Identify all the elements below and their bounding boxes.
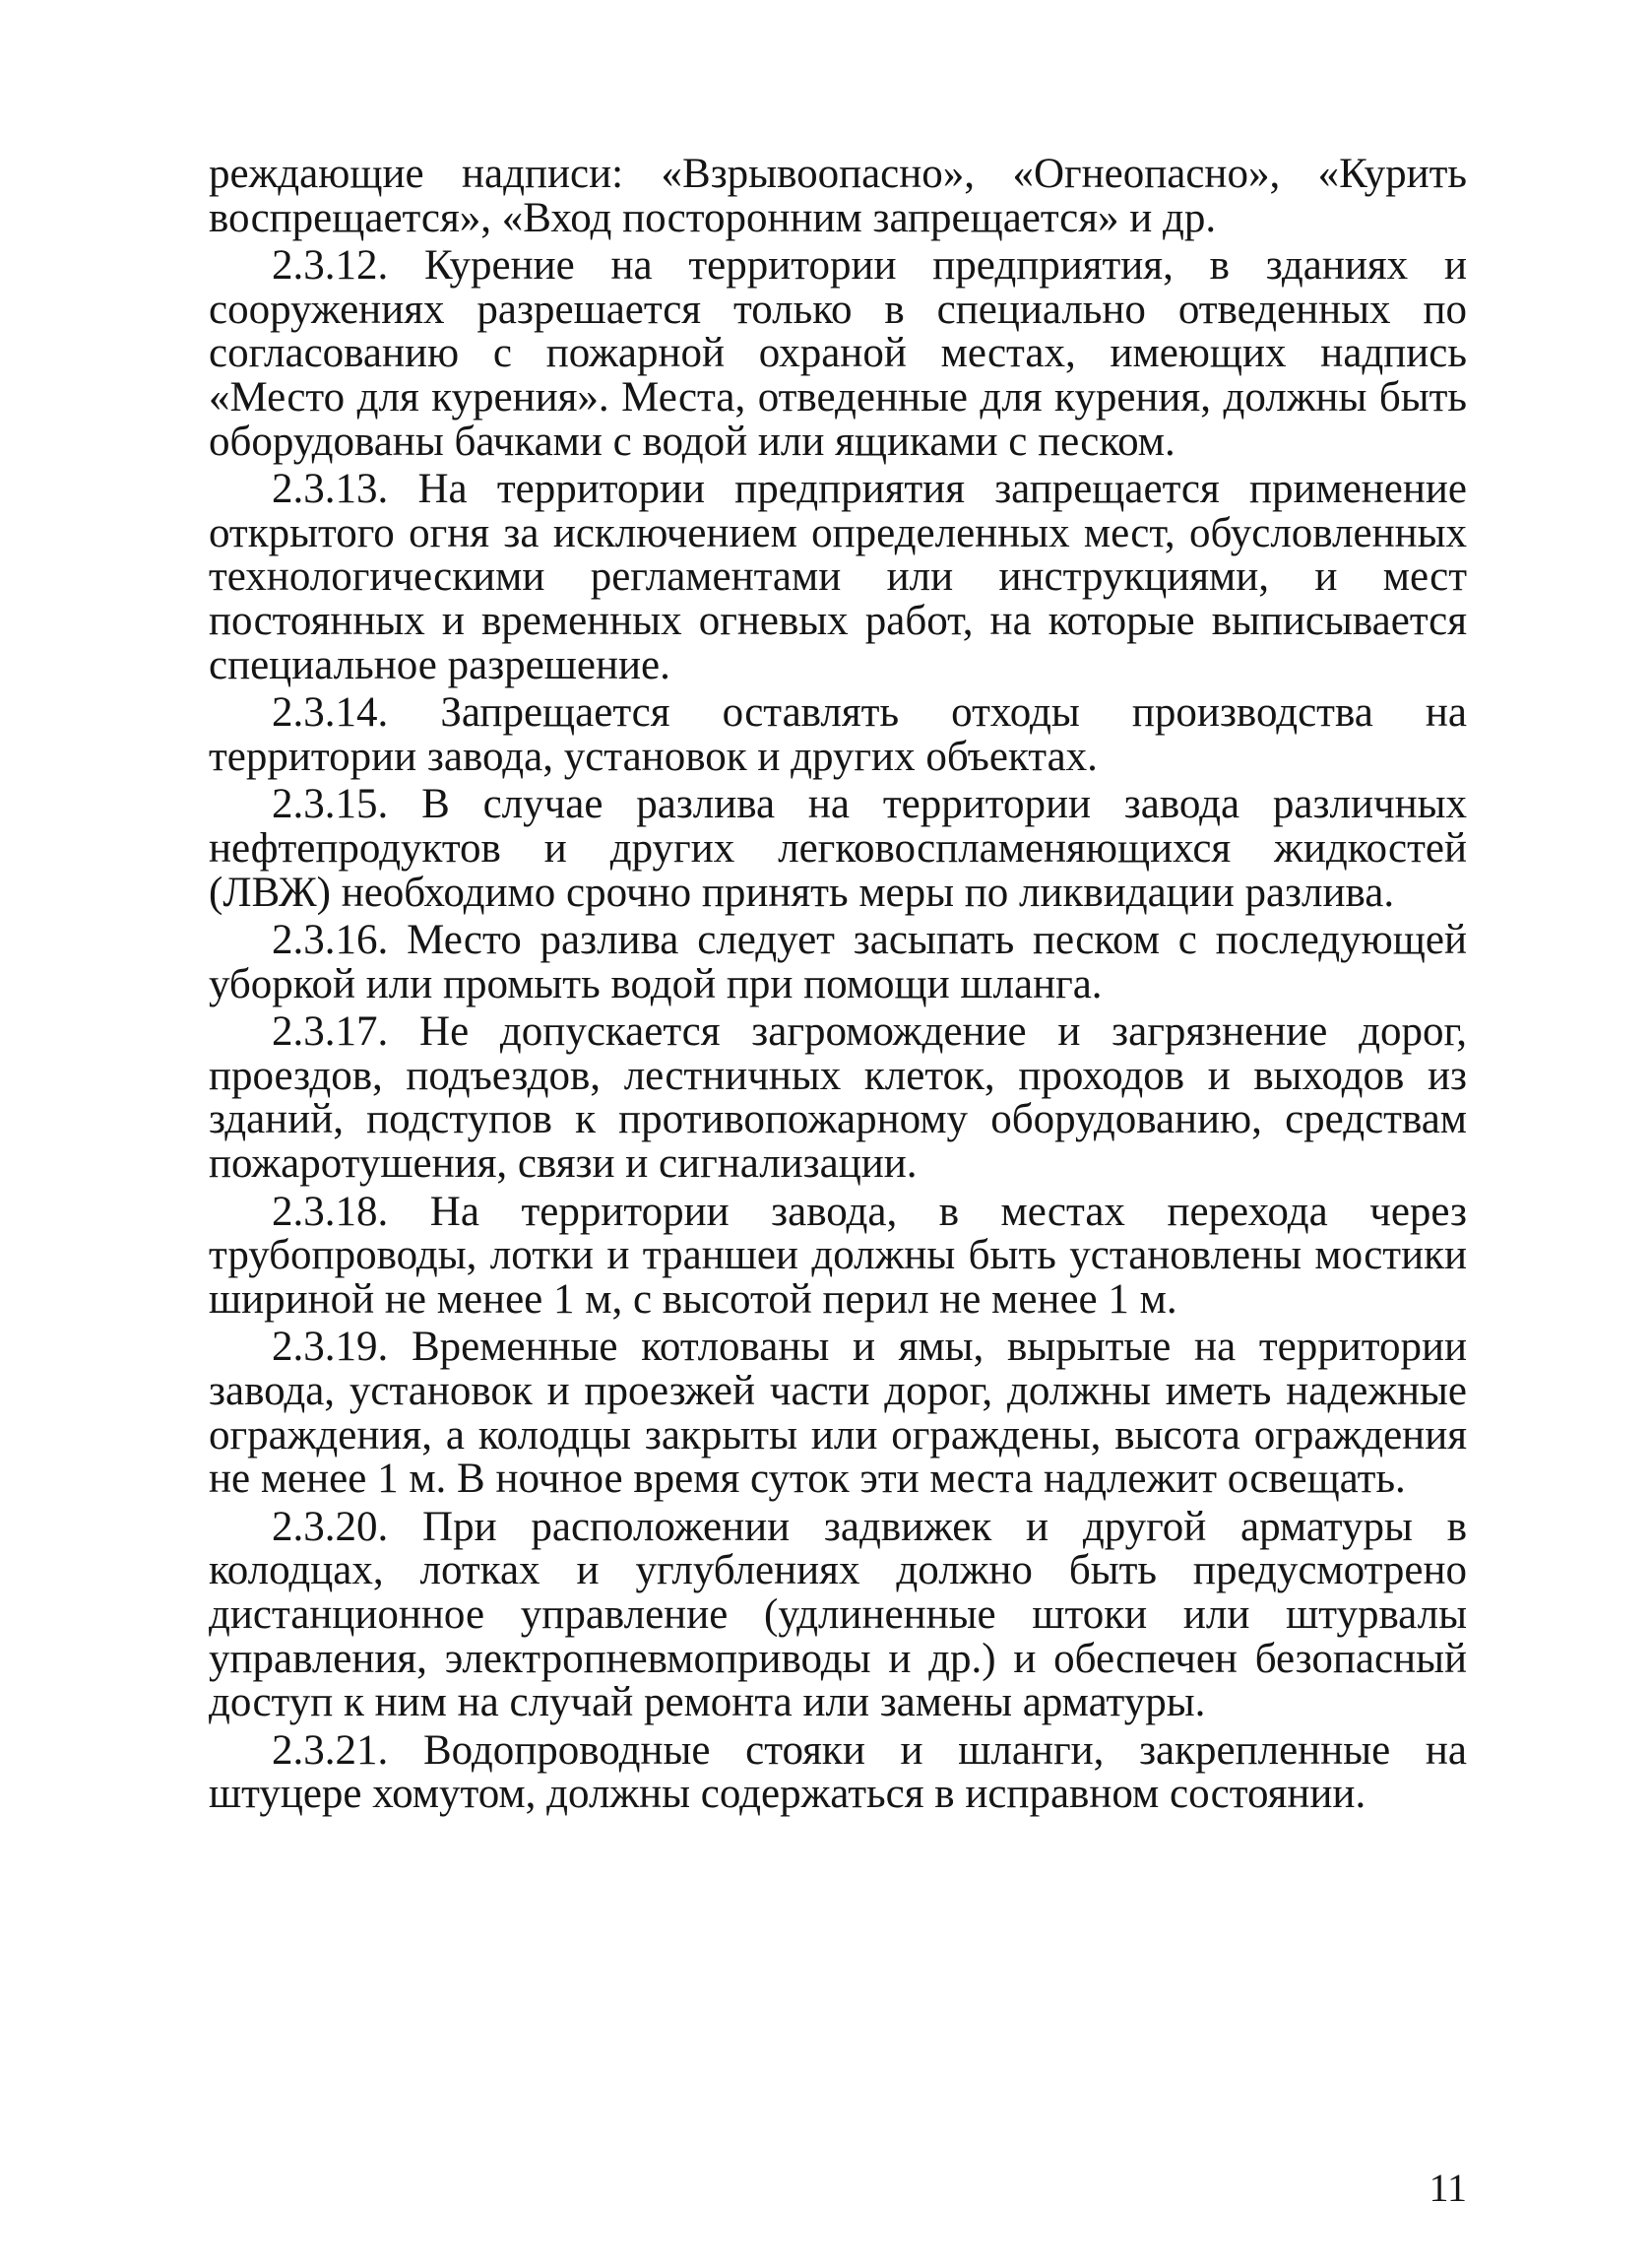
paragraph-2-3-18: 2.3.18. На территории завода, в местах перехода через трубопроводы, лотки и траншеи должны быть установлены мостики шириной не менее 1 м, с высотой перил не менее 1 м. [209, 1188, 1467, 1323]
paragraph-2-3-19: 2.3.19. Временные котлованы и ямы, вырытые на территории завода, установок и проезжей части дорог, должны иметь надежные ограждения, а колодцы закрыты или ограждены, высота ограждения не менее 1 м. В ночное время суток эти места надлежит освещать. [209, 1324, 1467, 1503]
paragraph-2-3-15: 2.3.15. В случае разлива на территории завода различных нефтепродуктов и других легковоспламеняющихся жидкостей (ЛВЖ) необходимо срочно принять меры по ликвидации разлива. [209, 781, 1467, 916]
paragraph-2-3-17: 2.3.17. Не допускается загромождение и загрязнение дорог, проездов, подъездов, лестничных клеток, проходов и выходов из зданий, подступов к противопожарному оборудованию, средствам пожаротушения, связи и сигнализации. [209, 1008, 1467, 1188]
paragraph-2-3-20: 2.3.20. При расположении задвижек и другой арматуры в колодцах, лотках и углублениях должно быть предусмотрено дистанционное управление (удлиненные штоки или штурвалы управления, электропневмоприводы и др.) и обеспечен безопасный доступ к ним на случай ремонта или замены арматуры. [209, 1503, 1467, 1726]
paragraph-2-3-14: 2.3.14. Запрещается оставлять отходы производства на территории завода, установок и других объектах. [209, 689, 1467, 780]
paragraph-2-3-21: 2.3.21. Водопроводные стояки и шланги, закрепленные на штуцере хомутом, должны содержаться в исправном состоянии. [209, 1726, 1467, 1818]
paragraph-continuation: реждающие надписи: «Взрывоопасно», «Огнеопасно», «Курить воспрещается», «Вход посторонним запрещается» и др. [209, 151, 1467, 241]
paragraph-2-3-12: 2.3.12. Курение на территории предприятия, в зданиях и сооружениях разрешается только в специально отведенных по согласованию с пожарной охраной местах, имеющих надпись «Место для курения». Места, отведенные для курения, должны быть оборудованы бачками с водой или ящиками с песком. [209, 242, 1467, 465]
page-number: 11 [1429, 2166, 1467, 2210]
paragraph-2-3-16: 2.3.16. Место разлива следует засыпать песком с последующей уборкой или промыть водой при помощи шланга. [209, 917, 1467, 1007]
body-text [209, 153, 1467, 1817]
paragraph-2-3-13: 2.3.13. На территории предприятия запрещается применение открытого огня за исключением определенных мест, обусловленных технологическими регламентами или инструкциями, и мест постоянных и временных огневых работ, на которые выписывается специальное разрешение. [209, 466, 1467, 688]
